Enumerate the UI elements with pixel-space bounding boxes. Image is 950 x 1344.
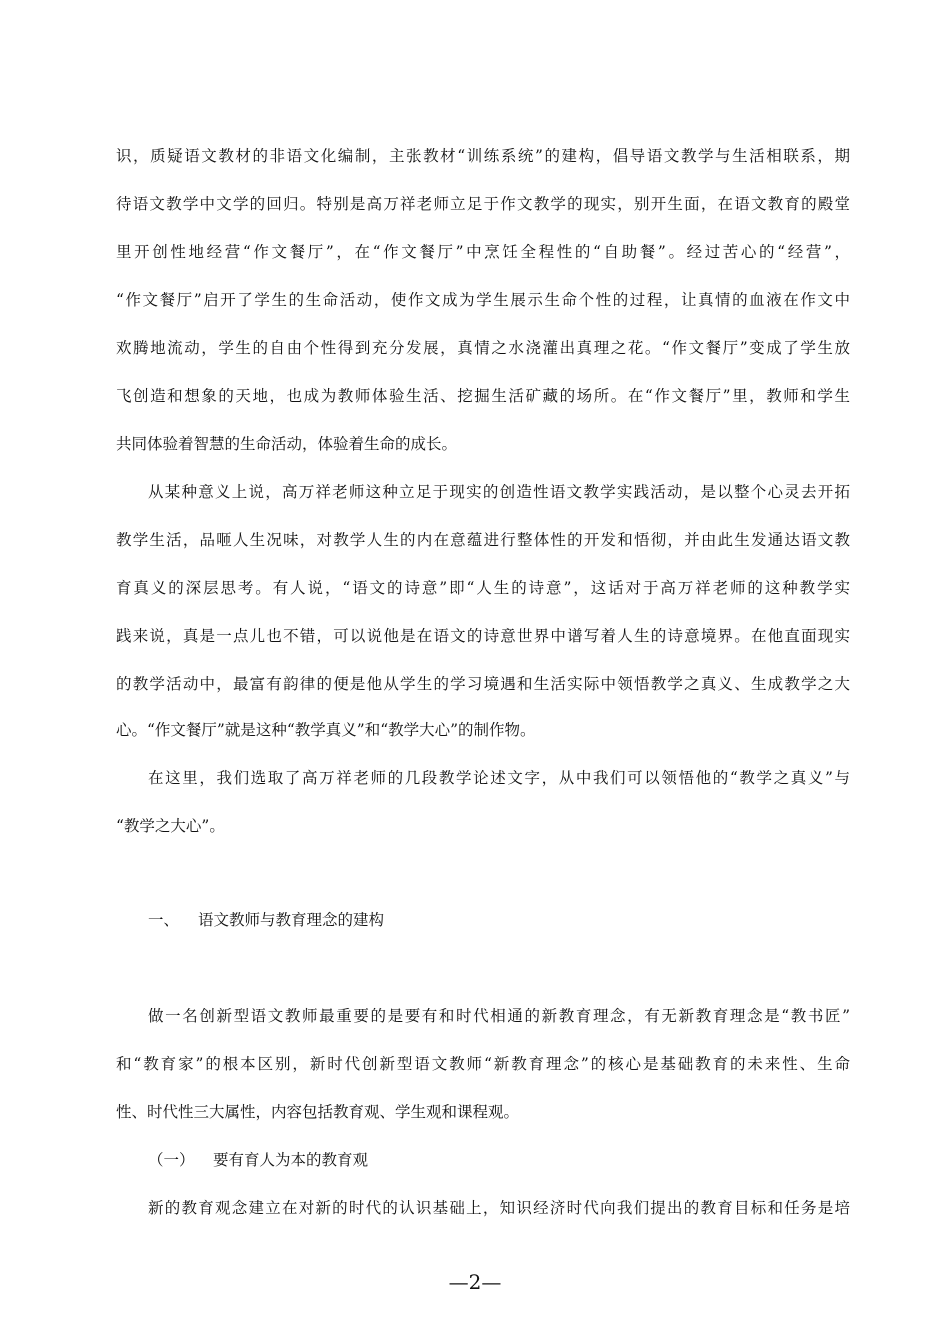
paragraph-line: 欢腾地流动，学生的自由个性得到充分发展，真情之水浇灌出真理之花。“作文餐厅”变成了学生放: [116, 339, 850, 357]
paragraph-line: 里开创性地经营“作文餐厅”，在“作文餐厅”中烹饪全程性的“自助餐”。经过苦心的“经营”，: [116, 243, 850, 261]
paragraph-line: 的教学活动中，最富有韵律的便是他从学生的学习境遇和生活实际中领悟教学之真义、生成教学之大: [116, 675, 850, 693]
paragraph-line: 从某种意义上说，高万祥老师这种立足于现实的创造性语文教学实践活动，是以整个心灵去开拓: [148, 483, 850, 501]
paragraph-line: 心。“作文餐厅”就是这种“教学真义”和“教学大心”的制作物。: [116, 721, 536, 739]
paragraph-line: 教学生活，品咂人生况味，对教学人生的内在意蕴进行整体性的开发和悟彻，并由此生发通达语文教: [116, 531, 850, 549]
paragraph-line: “教学之大心”。: [116, 817, 225, 835]
section-number: 一、: [148, 911, 180, 929]
paragraph-line: 共同体验着智慧的生命活动，体验着生命的成长。: [116, 435, 458, 453]
subsection-heading: 要有育人为本的教育观: [213, 1151, 369, 1169]
paragraph-line: 在这里，我们选取了高万祥老师的几段教学论述文字，从中我们可以领悟他的“教学之真义”与: [148, 769, 850, 787]
paragraph-line: 育真义的深层思考。有人说，“语文的诗意”即“人生的诗意”，这话对于高万祥老师的这种教学实: [116, 579, 850, 597]
paragraph-line: “作文餐厅”启开了学生的生命活动，使作文成为学生展示生命个性的过程，让真情的血液在作文中: [116, 291, 850, 309]
paragraph-line: 做一名创新型语文教师最重要的是要有和时代相通的新教育理念，有无新教育理念是“教书匠”: [148, 1007, 850, 1025]
paragraph-line: 践来说，真是一点儿也不错，可以说他是在语文的诗意世界中谱写着人生的诗意境界。在他直面现实: [116, 627, 850, 645]
paragraph-line: 飞创造和想象的天地，也成为教师体验生活、挖掘生活矿藏的场所。在“作文餐厅”里，教师和学生: [116, 387, 850, 405]
page-number: —2—: [448, 1270, 502, 1294]
paragraph-line: 性、时代性三大属性，内容包括教育观、学生观和课程观。: [116, 1103, 520, 1121]
paragraph-line: 识，质疑语文教材的非语文化编制，主张教材“训练系统”的建构，倡导语文教学与生活相联系，期: [116, 147, 850, 165]
paragraph-line: 新的教育观念建立在对新的时代的认识基础上，知识经济时代向我们提出的教育目标和任务是培: [148, 1199, 850, 1217]
paragraph-line: 待语文教学中文学的回归。特别是高万祥老师立足于作文教学的现实，别开生面，在语文教育的殿堂: [116, 195, 850, 213]
paragraph-line: 和“教育家”的根本区别，新时代创新型语文教师“新教育理念”的核心是基础教育的未来性、生命: [116, 1055, 850, 1073]
section-heading: 语文教师与教育理念的建构: [198, 911, 385, 929]
subsection-number: （一）: [148, 1151, 195, 1169]
